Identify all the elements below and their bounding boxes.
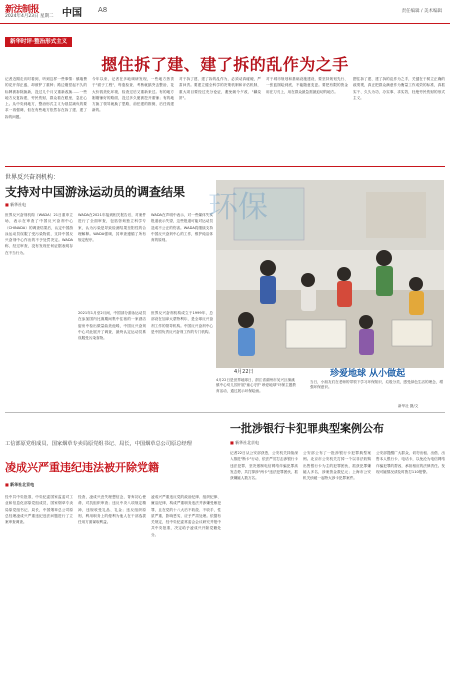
- newspaper-logo: 新法制报: [5, 5, 40, 15]
- page-number: A8: [98, 6, 108, 14]
- masthead: [0, 0, 450, 24]
- article4-column: 经中共中央批准，中央纪委国家监委对工业和信息化部原党组成员，国家烟草专卖局原党组书记、局长，中国烟草总公司原总经理凌成兴严重违纪违法问题进行了立案审查调查。: [5, 495, 73, 525]
- article2-headline[interactable]: 支持对中国游泳运动员的调查结果: [5, 185, 186, 199]
- news-photo[interactable]: [208, 180, 444, 368]
- photo-credit: 新华社 摄/文: [398, 404, 419, 408]
- article1-column: 今年以来，记者在多地调研发现，一些地方热衷于"面子工程"，每逢检查、考核就搞突击整治，花大价钱美化环境，检查过后又重新来过。有的地方刚刚铺好的路面，没过多久便被挖开重铺；有的地方换了领导就换了思路，前任建的推倒，后任再建新的。: [92, 77, 174, 113]
- article3-headline[interactable]: 一批涉银行卡犯罪典型案例公布: [230, 422, 384, 435]
- photo-caption: 4月22日是世界地球日，浙江省湖州市吴兴区埭溪镇中心幼儿园开展"童心守护 珍爱地球"环保主题教育活动，通过展示环保绘画。: [216, 378, 296, 393]
- article4-kicker: 工信部原党组成员、国家烟草专卖局原党组书记、局长，中国烟草总公司原总经理: [5, 441, 192, 447]
- article3-byline: ■ 新华社北京电: [230, 440, 259, 446]
- article4-column: 经查，凌成兴丧失理想信念，背弃初心使命，对抗组织审查；违反中央八项规定精神，违规收受礼品、礼金；违反组织原则，利用职务上的便利为他人在干部选拔任用方面谋取利益。: [78, 495, 146, 525]
- article3-column: 记者22日从公安部获悉，公安机关持续深入推进"断卡"行动，依法严厉打击涉银行卡违法犯罪，坚决遏制电信网络诈骗犯罪高发态势，共打掉涉"两卡"违法犯罪团伙，抓获嫌疑人数万名。: [230, 451, 298, 481]
- article2-column: 世界反兴奋剂机构（WADA）21日重申立场，表示在审查了中国反兴奋剂中心（CHINADA）的调查结果后，认定中国游泳运动员误服了受污染物质，支持中国反兴奋剂中心作出的不予处罚决定。WADA称，经过审查，没有发现任何证据表明存在不当行为。: [5, 213, 73, 255]
- section-divider: [5, 166, 445, 167]
- article1-column: 摁住拆了建、建了拆的乱作为之手，关键在于树立正确的政绩观，真正把群众满意作为衡量工作成效的标准，真抓实干、久久为功，办实事、求实效，杜绝劳民伤财的形式主义。: [353, 77, 445, 100]
- section-name: 中国: [62, 8, 82, 19]
- article4-column: 凌成兴严重违反党的政治纪律、组织纪律、廉洁纪律，构成严重职务违法并涉嫌受贿犯罪，且在党的十八大后不收敛、不收手，性质严重，影响恶劣，应予严肃处理。依据有关规定，经中央纪委常委会会议研究并报中共中央批准，决定给予凌成兴开除党籍处分。: [151, 495, 221, 537]
- issue-date: 2024年4月23日 星期二: [5, 14, 54, 19]
- photo-date: 4月22日: [234, 369, 254, 375]
- article4-byline: ■ 新华社北京电: [5, 482, 34, 487]
- article2-byline: ■ 新华社电: [5, 202, 26, 208]
- article2-kicker: 世界反兴奋剂机构：: [5, 174, 60, 181]
- article1-headline[interactable]: 摁住拆了建、建了拆的乱作为之手: [101, 55, 349, 74]
- article1-column: 记者近期走访时看到，听到这样一些事情：镇墙费的花开得正盛，却被铲了重种；路边刚竖起不久的标牌被拆除换新，没过几个月又重新改换……一些地方反复拆建，劳民伤财，群众看在眼里，急在心上。从中央到地方，整治形式主义为基层减负的要求一再强调，但在有些地方依然存在拆了建、建了拆的问题。: [5, 77, 87, 119]
- article3-column: 公安部提醒广大群众，切勿出租、出借、出售本人银行卡、电话卡，以免沦为电信网络诈骗犯罪的帮凶，承担相应的法律责任。发现可疑情况请及时拨打110报警。: [376, 451, 445, 474]
- section-divider: [5, 412, 445, 413]
- photo-watermark: 环保: [208, 190, 268, 225]
- article4-byline-wrap: [5, 480, 34, 490]
- article2-column: 2021年1月至2月间，中国部分游泳运动员在参加国内比赛期间集中住宿的一家酒店厨房中检出微量曲美他嗪，中国反兴奋剂中心对此展开了调查，最终认定运动员系误服受污染食物。: [78, 311, 146, 341]
- article3-column: 公安部公布了一批涉银行卡犯罪典型案例。北京市公安机关打掉一个以非法收购出售银行卡为主的犯罪团伙，抓获犯罪嫌疑人多名，涉案资金数亿元；上海市公安机关侦破一起特大涉卡犯罪案件。: [303, 451, 371, 481]
- photo-title[interactable]: 珍爱地球 从小做起: [330, 369, 406, 379]
- photo-description: 当日，小朋友们在老师的带领下学习环保知识，垃圾分类，感受绿色生活的理念，增强环保意识。: [310, 380, 443, 390]
- article2-column: WADA在声明中表示，对一些媒体失实报道表示失望，这些报道可能对运动员造成不公正的伤害。WADA将继续支持中国反兴奋剂中心的工作，维护纯洁体育的原则。: [151, 213, 213, 243]
- article1-column: 对于城市规划和基础设施建设，要坚持规划先行、一张蓝图绘到底，不能随意变更。要把有限的资金用在刀刃上，用在群众最急需最迫切的地方。: [266, 77, 348, 94]
- article2-column: WADA在2021年接到相关报告后，对案件进行了全面审查，包括咨询独立科学专家，认为污染是导致检测结果呈阳性的合理解释。WADA强调，其审查遵循了所有规定程序。: [78, 213, 146, 243]
- section-tag: 新华时评·整治形式主义: [5, 37, 72, 47]
- article2-column: 世界反兴奋剂机构成立于1999年，总部设在加拿大蒙特利尔，是全球反兴奋剂工作的领导机构。中国反兴奋剂中心是中国负责反兴奋剂工作的专门机构。: [151, 311, 213, 334]
- article1-column: 对于拆了建、建了拆的乱作为，必须动真碰硬，严肃问责。要建立健全科学的决策机制和评估机制，重大项目要经过充分论证，避免朝令夕改、"翻烧饼"。: [179, 77, 261, 100]
- editor-credit: 责任编辑 / 美术编辑: [401, 9, 442, 14]
- article4-headline[interactable]: 凌成兴严重违纪违法被开除党籍: [5, 461, 159, 474]
